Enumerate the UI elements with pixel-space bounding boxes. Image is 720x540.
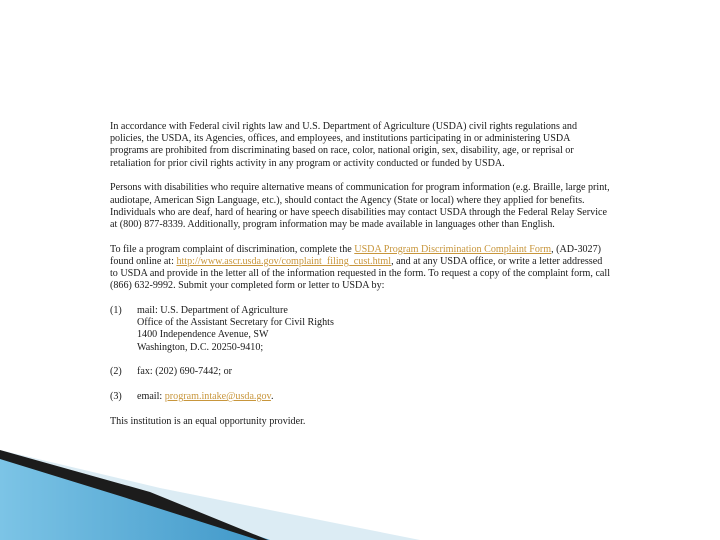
email-suffix: . bbox=[270, 390, 274, 402]
complaint-url-link[interactable]: http://www.ascr.usda.gov/complaint_filing_cust.html bbox=[176, 255, 392, 267]
closing-statement: This institution is an equal opportunity provider. bbox=[110, 415, 306, 427]
email-link[interactable]: program.intake@usda.gov bbox=[164, 390, 271, 402]
method-number: (1) bbox=[110, 304, 122, 316]
method-number: (2) bbox=[110, 366, 122, 378]
mail-address bbox=[137, 305, 610, 354]
footer-decoration bbox=[0, 450, 720, 540]
complaint-form-link[interactable]: USDA Program Discrimination Complaint Form bbox=[354, 243, 552, 255]
method-mail bbox=[110, 305, 610, 354]
email-prefix: email: bbox=[137, 390, 165, 402]
method-number: (3) bbox=[110, 390, 122, 402]
complaint-paragraph bbox=[110, 244, 610, 293]
fax-text: fax: (202) 690-7442; or bbox=[137, 366, 233, 378]
mail-line: 1400 Independence Avenue, SW bbox=[137, 329, 269, 341]
document-body bbox=[110, 121, 610, 440]
mail-line: Washington, D.C. 20250-9410; bbox=[137, 341, 264, 353]
email-text bbox=[137, 391, 610, 403]
complaint-intro: To file a program complaint of discrimination, complete the bbox=[110, 243, 355, 255]
mail-line: mail: U.S. Department of Agriculture bbox=[137, 304, 288, 316]
method-email bbox=[110, 391, 610, 403]
mail-line: Office of the Assistant Secretary for Civil Rights bbox=[137, 317, 334, 329]
nondiscrimination-paragraph: In accordance with Federal civil rights law and U.S. Department of Agriculture (USDA) civil rights regulations and policies, the USDA, its Agencies, offices, and employees, and institutions participating in or administering USDA programs are prohibited from discriminating based on race, color, national origin, sex, disability, age, or reprisal or retaliation for prior civil rights activity in any program or activity conducted or funded by USDA. bbox=[110, 121, 577, 169]
complaint-after-form: , (AD-3027) found online at: bbox=[110, 243, 602, 267]
method-fax bbox=[110, 366, 610, 378]
complaint-rest: , and at any USDA office, or write a letter addressed to USDA and provide in the letter all of the information requested in the form. To request a copy of the complaint form, call (866) 632-9992. Submit your completed form or letter to USDA by: bbox=[110, 255, 611, 292]
disabilities-paragraph: Persons with disabilities who require alternative means of communication for program information (e.g. Braille, large print, audiotape, American Sign Language, etc.), should contact the Agency (State or local) where they applied for benefits. Individuals who are deaf, hard of hearing or have speech disabilities may contact USDA through the Federal Relay Service at (800) 877-8339. Additionally, program information may be made available in languages other than English. bbox=[110, 182, 610, 230]
